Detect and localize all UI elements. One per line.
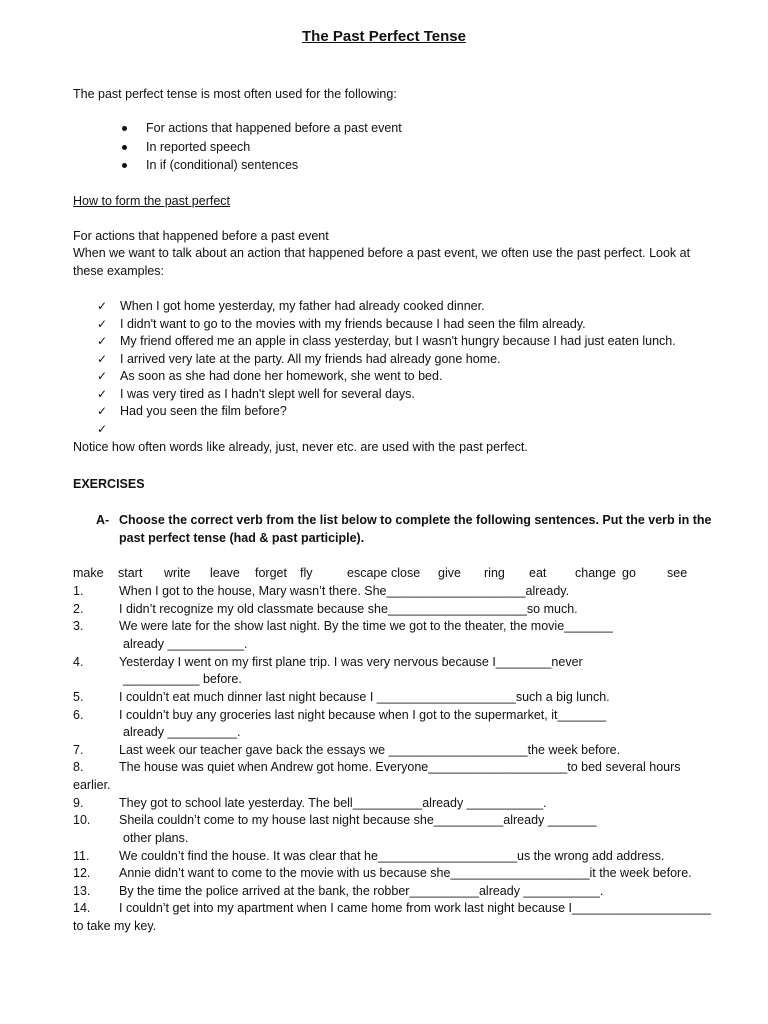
list-item bbox=[97, 333, 676, 351]
item-number: 3. bbox=[73, 619, 84, 633]
item-text: When I got to the house, Mary wasn’t there. She____________________already. bbox=[119, 584, 570, 598]
intro-text: The past perfect tense is most often used for the following: bbox=[73, 87, 397, 101]
item-text-continuation: to take my key. bbox=[73, 919, 157, 933]
item-text: Yesterday I went on my first plane trip. I was very nervous because I________never bbox=[119, 655, 583, 669]
check-icon: ✓ bbox=[97, 369, 108, 383]
word-bank-item: make bbox=[73, 566, 104, 580]
item-text-continuation: other plans. bbox=[123, 831, 189, 845]
item-number: 6. bbox=[73, 708, 84, 722]
word-bank-item: close bbox=[391, 566, 421, 580]
list-item bbox=[97, 298, 676, 316]
check-icon: ✓ bbox=[97, 351, 108, 366]
item-text: We were late for the show last night. By the time we got to the theater, the movie_______ bbox=[119, 619, 613, 633]
word-bank-item: see bbox=[667, 566, 688, 580]
check-icon: ✓ bbox=[97, 299, 108, 313]
word-bank-item: escape bbox=[347, 566, 388, 580]
list-item: In reported speech bbox=[120, 139, 402, 158]
exercise-a-label: A- bbox=[96, 513, 110, 527]
list-item: In if (conditional) sentences bbox=[120, 157, 402, 176]
list-item bbox=[97, 386, 676, 404]
item-number: 2. bbox=[73, 602, 84, 616]
item-number: 4. bbox=[73, 655, 84, 669]
item-text-continuation: earlier. bbox=[73, 778, 111, 792]
item-number: 14. bbox=[73, 901, 91, 915]
section-paragraph-line-2: these examples: bbox=[73, 264, 165, 278]
example-text: I didn't want to go to the movies with my friends because I had seen the film already. bbox=[120, 316, 586, 331]
word-bank-item: leave bbox=[210, 566, 240, 580]
item-number: 7. bbox=[73, 743, 84, 757]
item-text: We couldn’t find the house. It was clear that he____________________us the wrong add address. bbox=[119, 849, 665, 863]
item-number: 9. bbox=[73, 796, 84, 810]
word-bank-item: ring bbox=[484, 566, 505, 580]
list-item bbox=[97, 368, 676, 386]
check-icon: ✓ bbox=[97, 404, 108, 418]
exercises-heading: EXERCISES bbox=[73, 477, 145, 491]
exercise-a-instruction-line-2: past perfect tense (had & past participle). bbox=[119, 531, 365, 545]
item-text: I couldn’t get into my apartment when I came home from work last night because I____________________ bbox=[119, 901, 712, 915]
item-text: Last week our teacher gave back the essays we ____________________the week before. bbox=[119, 743, 621, 757]
item-text-continuation: already __________. bbox=[123, 725, 241, 739]
notice-text: Notice how often words like already, just, never etc. are used with the past perfect. bbox=[73, 440, 528, 454]
page-title: The Past Perfect Tense bbox=[302, 28, 466, 45]
exercise-a-instruction-line-1: Choose the correct verb from the list below to complete the following sentences. Put the verb in the bbox=[119, 513, 712, 527]
item-number: 5. bbox=[73, 690, 84, 704]
section-heading: For actions that happened before a past event bbox=[73, 229, 329, 243]
check-icon: ✓ bbox=[97, 421, 108, 436]
word-bank-item: go bbox=[622, 566, 636, 580]
item-text-continuation: already ___________. bbox=[123, 637, 248, 651]
word-bank-item: change bbox=[575, 566, 617, 580]
item-text-continuation: ___________ before. bbox=[123, 672, 242, 686]
item-number: 11. bbox=[73, 849, 90, 863]
example-text: I arrived very late at the party. All my friends had already gone home. bbox=[120, 351, 501, 366]
check-icon: ✓ bbox=[97, 334, 108, 348]
word-bank-item: fly bbox=[300, 566, 313, 580]
item-text: The house was quiet when Andrew got home. Everyone____________________to bed several hours bbox=[119, 760, 681, 774]
item-text: Annie didn’t want to come to the movie with us because she____________________it the week before. bbox=[119, 866, 692, 880]
examples-list bbox=[97, 298, 676, 438]
word-bank-item: write bbox=[164, 566, 191, 580]
example-text: My friend offered me an apple in class yesterday, but I wasn't hungry because I had just eaten lunch. bbox=[120, 334, 676, 348]
example-text: Had you seen the film before? bbox=[120, 404, 287, 418]
item-text: Sheila couldn’t come to my house last night because she__________already _______ bbox=[119, 813, 597, 827]
list-item bbox=[97, 316, 676, 334]
item-number: 10. bbox=[73, 813, 91, 827]
item-number: 12. bbox=[73, 866, 91, 880]
example-text: As soon as she had done her homework, she went to bed. bbox=[120, 369, 443, 383]
example-text: I was very tired as I hadn't slept well for several days. bbox=[120, 386, 415, 401]
item-number: 13. bbox=[73, 884, 91, 898]
check-icon: ✓ bbox=[97, 316, 108, 331]
word-bank-item: eat bbox=[529, 566, 547, 580]
item-number: 8. bbox=[73, 760, 84, 774]
item-text: I didn’t recognize my old classmate because she____________________so much. bbox=[119, 602, 578, 616]
item-text: They got to school late yesterday. The bell__________already ___________. bbox=[119, 796, 547, 810]
list-item: For actions that happened before a past event bbox=[120, 120, 402, 139]
check-icon: ✓ bbox=[97, 386, 108, 401]
item-text: I couldn’t eat much dinner last night because I ____________________such a big lunch. bbox=[119, 690, 610, 704]
uses-list bbox=[120, 120, 402, 176]
word-bank-item: give bbox=[438, 566, 461, 580]
section-paragraph-line-1: When we want to talk about an action that happened before a past event, we often use the past perfect. Look at bbox=[73, 246, 691, 260]
list-item bbox=[97, 403, 676, 421]
how-to-heading: How to form the past perfect bbox=[73, 194, 231, 208]
example-text: When I got home yesterday, my father had already cooked dinner. bbox=[120, 299, 485, 313]
word-bank-item: forget bbox=[255, 566, 287, 580]
item-text: By the time the police arrived at the bank, the robber__________already ___________. bbox=[119, 884, 604, 898]
item-number: 1. bbox=[73, 584, 84, 598]
item-text: I couldn’t buy any groceries last night because when I got to the supermarket, it_______ bbox=[119, 708, 607, 722]
word-bank-item: start bbox=[118, 566, 143, 580]
list-item bbox=[97, 421, 676, 439]
list-item bbox=[97, 351, 676, 369]
